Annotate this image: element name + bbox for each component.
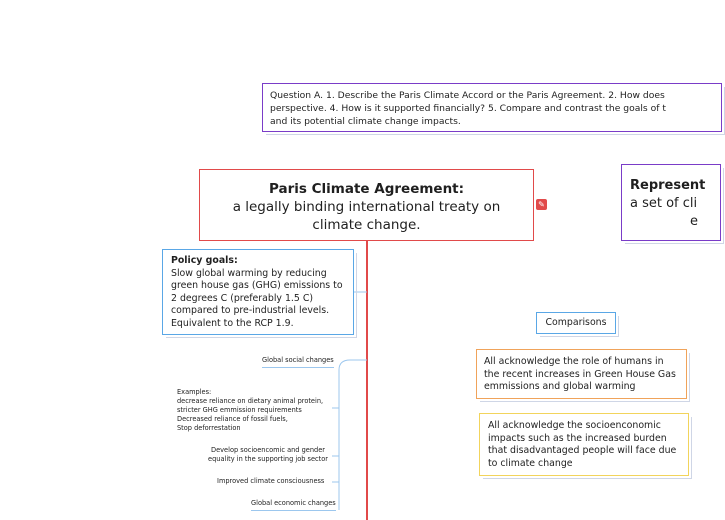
comparison-item-1[interactable]: All acknowledge the role of humans in the recent increases in Green House Gas emmissions and global warming (476, 349, 687, 399)
global-economic-changes[interactable]: Global economic changes (251, 499, 336, 511)
comparisons-node[interactable]: Comparisons (536, 312, 616, 334)
right-topic-subtitle-1: a set of cli (630, 196, 698, 211)
develop-line-2: equality in the supporting job sector (208, 455, 328, 463)
comparison-item-2[interactable]: All acknowledge the socioenconomic impacts such as the increased burden that disadvantaged people will face due to climate change (479, 413, 689, 476)
policy-goals-node[interactable] (162, 249, 354, 335)
example-item: stricter GHG emmission requirements (177, 406, 302, 414)
global-social-changes[interactable]: Global social changes (262, 356, 334, 368)
example-item: Stop deforrestation (177, 424, 241, 432)
policy-goals-body: Slow global warming by reducing green house gas (GHG) emissions to 2 degrees C (preferably 1.5 C) compared to pre-industrial levels. Equivalent to the RCP 1.9. (171, 267, 343, 329)
develop-line-1: Develop socioencomic and gender (211, 446, 325, 454)
flag-icon[interactable]: ✎ (536, 199, 547, 210)
example-item: decrease reliance on dietary animal protein, (177, 397, 324, 405)
right-topic-subtitle-2: e (690, 214, 698, 229)
examples-title: Examples: (177, 388, 212, 396)
central-topic-title: Paris Climate Agreement: (268, 181, 465, 197)
central-topic-subtitle: a legally binding international treaty on climate change. (232, 199, 501, 233)
subtopic-branch-line (339, 360, 367, 510)
right-topic-node[interactable] (621, 164, 721, 241)
question-node[interactable]: Question A. 1. Describe the Paris Climate Accord or the Paris Agreement. 2. How does perspective. 4. How is it supported financially? 5. Compare and contrast the goals of t and its potential climate change impacts. (262, 83, 722, 132)
central-topic[interactable] (199, 169, 534, 241)
right-topic-title: Represent (630, 178, 706, 193)
climate-consciousness-node[interactable]: Improved climate consciousness (217, 477, 325, 485)
examples-node[interactable] (177, 388, 337, 433)
policy-goals-title: Policy goals: (171, 255, 238, 266)
develop-node[interactable] (203, 446, 333, 464)
example-item: Decreased reliance of fossil fuels, (177, 415, 288, 423)
